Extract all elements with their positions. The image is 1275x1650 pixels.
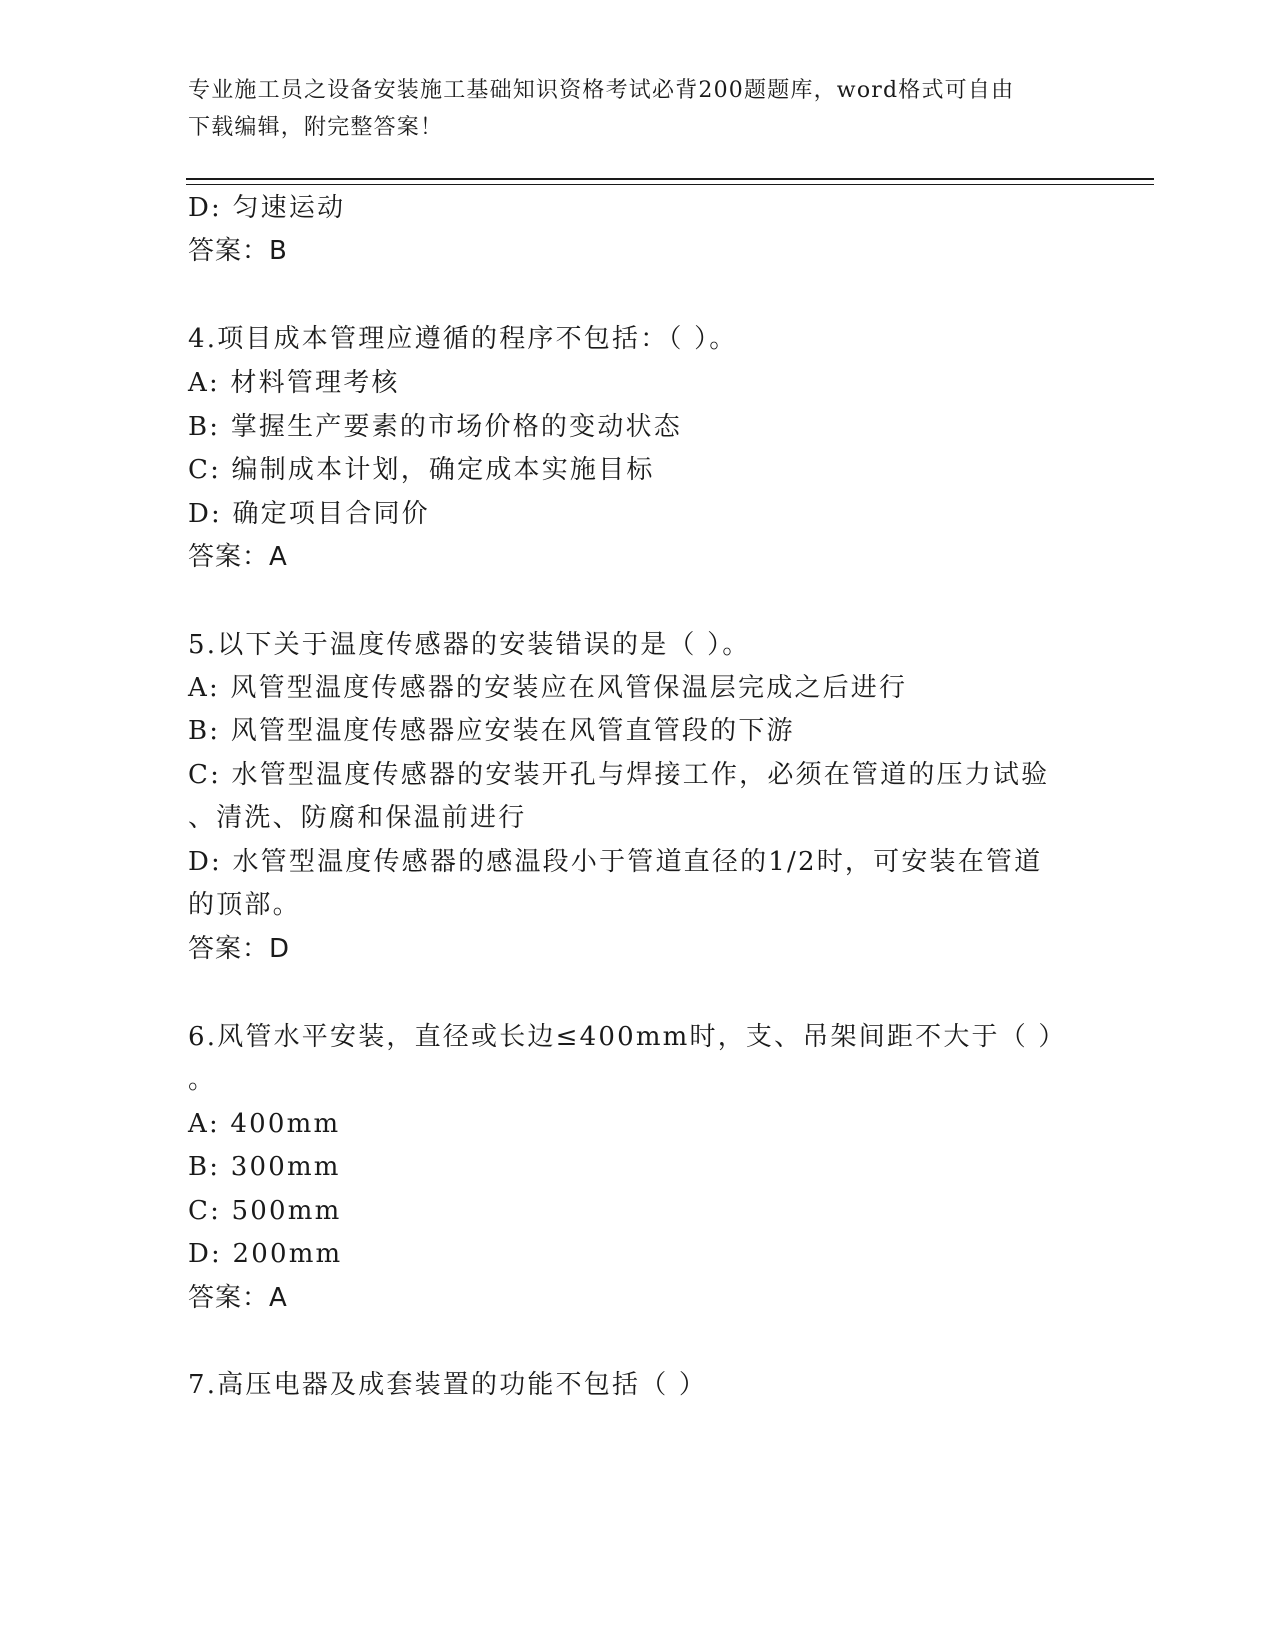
q4-option-a: A: 材料管理考核: [188, 368, 400, 398]
q6-stem-line-1: 6.风管水平安装，直径或长边≤400mm时，支、吊架间距不大于（ ）: [188, 1022, 1067, 1052]
q5-option-c-line-2: 、清洗、防腐和保温前进行: [188, 803, 527, 833]
q5-option-d-line-2: 的顶部。: [188, 890, 301, 920]
q4-option-c: C: 编制成本计划，确定成本实施目标: [188, 455, 655, 485]
q6-option-d: D: 200mm: [188, 1239, 343, 1269]
document-header: [188, 72, 1068, 146]
header-rule-thin: [186, 184, 1154, 185]
prev-question-option-d: D: 匀速运动: [188, 193, 346, 223]
prev-question-answer: 答案：B: [188, 236, 288, 266]
q6-option-c: C: 500mm: [188, 1196, 342, 1226]
q4-stem: 4.项目成本管理应遵循的程序不包括：（ ）。: [188, 324, 738, 354]
q4-option-d: D: 确定项目合同价: [188, 499, 430, 529]
q6-option-b: B: 300mm: [188, 1152, 341, 1182]
header-rule-thick: [186, 178, 1154, 180]
header-line-2: 下载编辑，附完整答案！: [188, 115, 444, 140]
q6-option-a: A: 400mm: [188, 1109, 341, 1139]
q5-option-a: A: 风管型温度传感器的安装应在风管保温层完成之后进行: [188, 673, 908, 703]
q5-option-b: B: 风管型温度传感器应安装在风管直管段的下游: [188, 716, 795, 746]
q7-stem: 7.高压电器及成套装置的功能不包括（ ）: [188, 1370, 708, 1400]
q4-answer: 答案：A: [188, 542, 288, 572]
q5-option-d-line-1: D: 水管型温度传感器的感温段小于管道直径的1/2时，可安装在管道: [188, 847, 1043, 877]
q6-stem-line-2: 。: [188, 1065, 217, 1095]
q4-option-b: B: 掌握生产要素的市场价格的变动状态: [188, 412, 682, 442]
header-line-1: 专业施工员之设备安装施工基础知识资格考试必背200题题库，word格式可自由: [188, 78, 1015, 103]
q5-stem: 5.以下关于温度传感器的安装错误的是（ ）。: [188, 630, 751, 660]
q5-option-c-line-1: C: 水管型温度传感器的安装开孔与焊接工作，必须在管道的压力试验: [188, 760, 1050, 790]
q6-answer: 答案：A: [188, 1283, 288, 1313]
q5-answer: 答案：D: [188, 934, 291, 964]
